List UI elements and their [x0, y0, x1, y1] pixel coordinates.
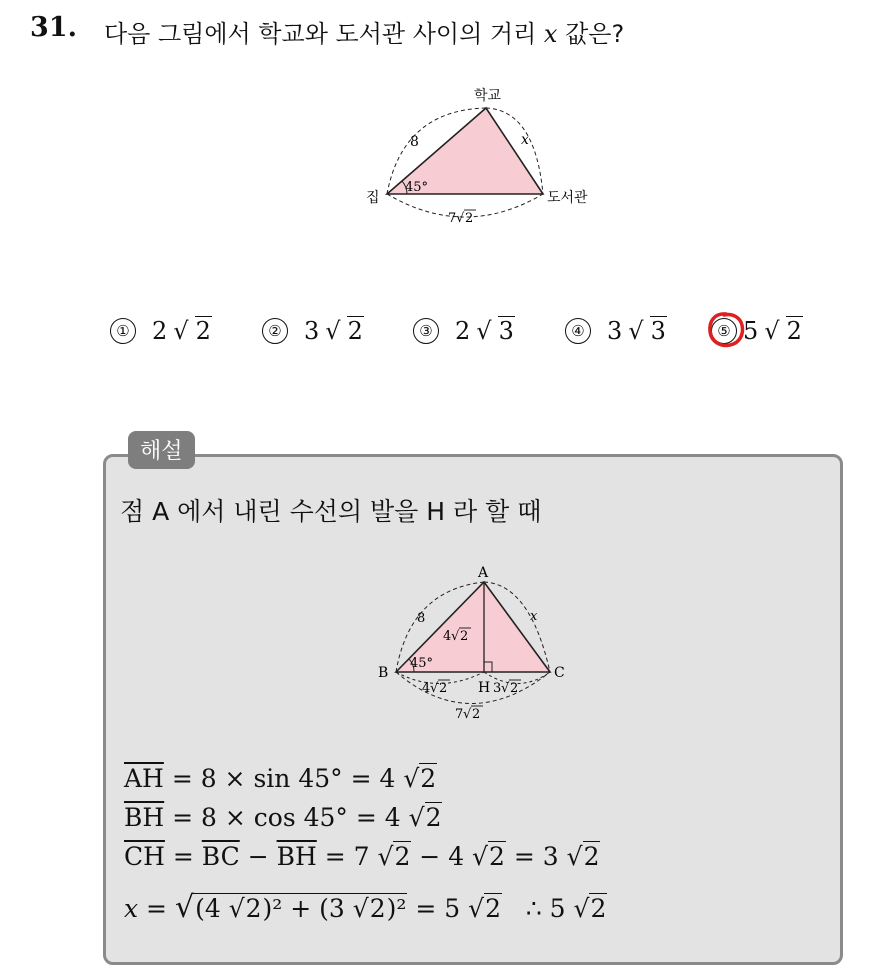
svg-text:√: √: [430, 681, 439, 696]
solution-intro: 점 A 에서 내린 수선의 발을 H 라 할 때: [120, 497, 542, 526]
svg-text:2: 2: [460, 629, 469, 644]
svg-text:8: 8: [417, 611, 426, 626]
svg-text:H: H: [478, 680, 491, 696]
answer-choices: [110, 316, 850, 356]
svg-text:√: √: [451, 629, 460, 644]
svg-text:A: A: [478, 565, 489, 581]
choice-4[interactable]: ④ 3 √ 3: [565, 316, 667, 345]
equation-bh: $\overline{BH} = 8 \times \cos 45^\circ = 4$ √2: [124, 803, 442, 832]
equation-ah: $\overline{AH} = 8 \times \sin 45^\circ = 4$ √2: [124, 764, 437, 793]
choice-mark: ②: [262, 318, 288, 344]
svg-text:2: 2: [472, 707, 481, 722]
choice-mark: ③: [413, 318, 439, 344]
choice-coef: 3: [607, 316, 623, 345]
svg-text:√: √: [463, 707, 472, 722]
answer-circle-mark: [706, 310, 746, 350]
choice-rad: 3: [650, 317, 666, 345]
label-angle: 45°: [405, 180, 429, 195]
question-text-after: 값은?: [557, 20, 625, 48]
choice-mark: ④: [565, 318, 591, 344]
label-side-x: x: [521, 132, 529, 148]
choice-rad: 2: [347, 317, 363, 345]
question-text: [104, 14, 624, 49]
question-variable: x: [543, 20, 558, 48]
label-school: 학교: [474, 88, 502, 104]
svg-text:B: B: [378, 665, 389, 681]
label-library: 도서관: [547, 190, 588, 206]
choice-coef: 5: [743, 316, 759, 345]
choice-coef: 2: [152, 316, 168, 345]
svg-text:C: C: [554, 665, 565, 681]
choice-mark: ①: [110, 318, 136, 344]
choice-coef: 3: [304, 316, 320, 345]
svg-text:4: 4: [422, 681, 431, 696]
svg-text:√: √: [501, 681, 510, 696]
choice-coef: 2: [455, 316, 471, 345]
svg-text:2: 2: [510, 681, 519, 696]
choice-2[interactable]: ② 3 √ 2: [262, 316, 364, 345]
solution-figure: [370, 560, 580, 730]
equation-x: x = √(4 √2)² + (3 √2)² = 5 √2 ∴ 5 √2: [124, 890, 607, 925]
svg-text:2: 2: [439, 681, 448, 696]
label-base-coef: 7: [448, 211, 457, 226]
label-base-rad: 2: [465, 211, 474, 226]
label-side-8: 8: [410, 134, 419, 150]
choice-1[interactable]: ① 2 √ 2: [110, 316, 212, 345]
choice-3[interactable]: ③ 2 √ 3: [413, 316, 515, 345]
svg-text:3: 3: [493, 681, 502, 696]
svg-text:7: 7: [455, 707, 464, 722]
svg-text:45°: 45°: [410, 656, 434, 671]
problem-figure: [355, 80, 605, 230]
svg-text:x: x: [530, 609, 538, 624]
choice-rad: 3: [498, 317, 514, 345]
question-number: 31.: [30, 12, 77, 43]
choice-mark: ⑤: [711, 318, 737, 344]
choice-5[interactable]: ⑤ 5 √ 2: [711, 316, 803, 345]
solution-tag: 해설: [128, 431, 195, 469]
question-text-before: 다음 그림에서 학교와 도서관 사이의 거리: [104, 20, 544, 48]
choice-rad: 2: [195, 317, 211, 345]
label-base-root: √: [456, 211, 465, 226]
label-home: 집: [366, 190, 380, 206]
choice-rad: 2: [786, 317, 802, 345]
svg-text:4: 4: [443, 629, 452, 644]
equation-ch: $\overline{CH} = \overline{BC} - \overline{BH} = 7$ √2 − 4 √2 = 3 √2: [124, 842, 600, 871]
